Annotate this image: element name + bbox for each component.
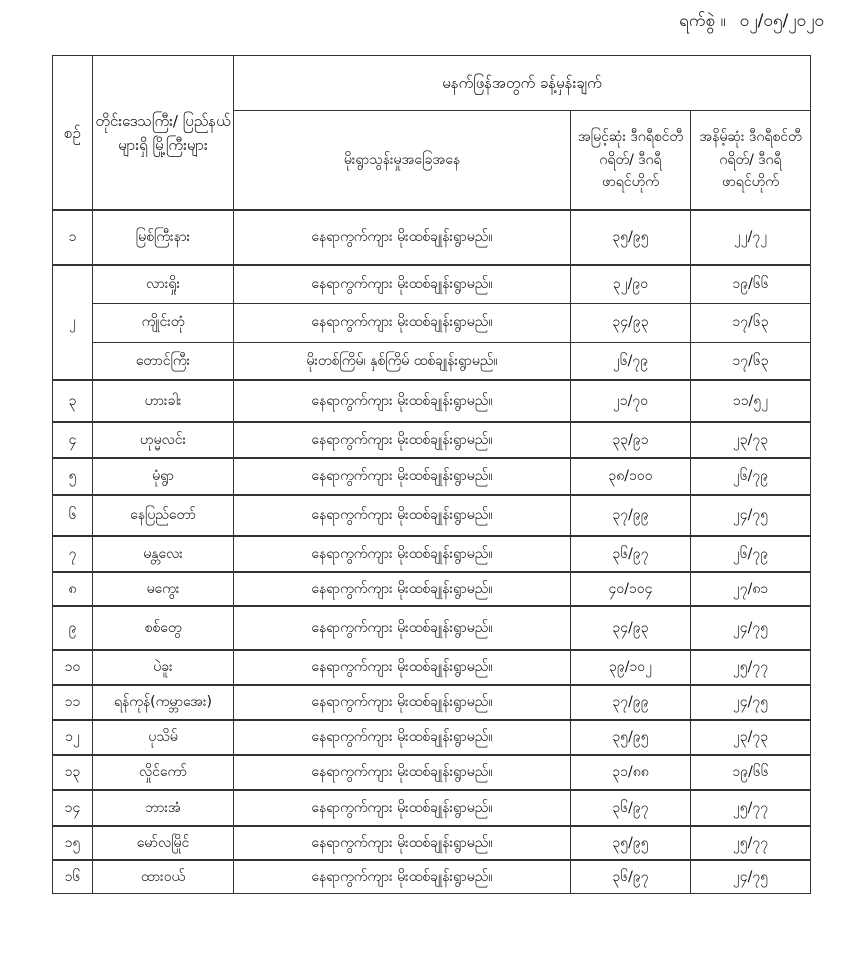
table-row	[53, 720, 811, 755]
table-row	[53, 422, 811, 458]
cell-condition: နေရာကွက်ကျား မိုးထစ်ချုန်းရွာမည်။	[234, 265, 571, 303]
cell-condition: နေရာကွက်ကျား မိုးထစ်ချုန်းရွာမည်။	[234, 210, 571, 265]
cell-max: ၃၂/၉၀	[571, 265, 691, 303]
cell-no: ၆	[53, 495, 93, 536]
cell-condition: နေရာကွက်ကျား မိုးထစ်ချုန်းရွာမည်။	[234, 495, 571, 536]
cell-condition: မိုးတစ်ကြိမ်၊ နှစ်ကြိမ် ထစ်ချုန်းရွာမည်။	[234, 342, 571, 380]
cell-min: ၂၃/၇၃	[691, 720, 811, 755]
table-row	[53, 755, 811, 790]
cell-condition: နေရာကွက်ကျား မိုးထစ်ချုန်းရွာမည်။	[234, 303, 571, 342]
cell-max: ၂၆/၇၉	[571, 342, 691, 380]
cell-city: မော်လမြိုင်	[93, 826, 234, 860]
cell-city: လှိုင်ကော်	[93, 755, 234, 790]
cell-min: ၂၂/၇၂	[691, 210, 811, 265]
cell-max: ၃၆/၉၇	[571, 536, 691, 572]
cell-city: နေပြည်တော်	[93, 495, 234, 536]
cell-max: ၃၃/၉၁	[571, 422, 691, 458]
cell-no: ၁၃	[53, 755, 93, 790]
cell-max: ၃၅/၉၅	[571, 720, 691, 755]
forecast-table	[52, 55, 811, 894]
cell-min: ၂၃/၇၃	[691, 422, 811, 458]
cell-city: မြစ်ကြီးနား	[93, 210, 234, 265]
cell-min: ၂၅/၇၇	[691, 790, 811, 826]
cell-min: ၂၅/၇၇	[691, 650, 811, 685]
cell-max: ၄၀/၁၀၄	[571, 572, 691, 606]
cell-no: ၂	[53, 265, 93, 380]
cell-max: ၃၈/၁၀၀	[571, 458, 691, 495]
table-row	[53, 685, 811, 720]
table-row	[53, 380, 811, 422]
header-condition: မိုးရွာသွန်းမှုအခြေအနေ	[234, 111, 571, 211]
cell-min: ၂၆/၇၉	[691, 458, 811, 495]
cell-no: ၈	[53, 572, 93, 606]
table-row	[53, 342, 811, 380]
date-label: ရက်စွဲ ။	[679, 11, 726, 31]
cell-min: ၂၅/၇၇	[691, 826, 811, 860]
table-row	[53, 458, 811, 495]
table-row	[53, 606, 811, 650]
cell-city: ဟုမ္မလင်း	[93, 422, 234, 458]
header-no: စဉ်	[53, 56, 93, 211]
cell-condition: နေရာကွက်ကျား မိုးထစ်ချုန်းရွာမည်။	[234, 458, 571, 495]
table-row	[53, 495, 811, 536]
table-row	[53, 210, 811, 265]
table-row	[53, 860, 811, 893]
cell-condition: နေရာကွက်ကျား မိုးထစ်ချုန်းရွာမည်။	[234, 422, 571, 458]
cell-no: ၁၄	[53, 790, 93, 826]
table-row	[53, 303, 811, 342]
cell-no: ၁၅	[53, 826, 93, 860]
cell-city: မန္တလေး	[93, 536, 234, 572]
header-max: အမြင့်ဆုံး ဒီဂရီစင်တီဂရိတ်/ ဒီဂရီဖာရင်ဟိုက်	[571, 111, 691, 211]
cell-no: ၄	[53, 422, 93, 458]
cell-condition: နေရာကွက်ကျား မိုးထစ်ချုန်းရွာမည်။	[234, 826, 571, 860]
table-row	[53, 572, 811, 606]
cell-city: ရန်ကုန်(ကမ္ဘာအေး)	[93, 685, 234, 720]
cell-city: လားရှိုး	[93, 265, 234, 303]
cell-max: ၂၁/၇၀	[571, 380, 691, 422]
header-forecast: မနက်ဖြန်အတွက် ခန့်မှန်းချက်	[234, 56, 811, 111]
cell-condition: နေရာကွက်ကျား မိုးထစ်ချုန်းရွာမည်။	[234, 606, 571, 650]
cell-min: ၂၆/၇၉	[691, 536, 811, 572]
cell-min: ၂၄/၇၅	[691, 606, 811, 650]
cell-no: ၅	[53, 458, 93, 495]
cell-min: ၂၄/၇၅	[691, 860, 811, 893]
cell-max: ၃၆/၉၇	[571, 790, 691, 826]
cell-condition: နေရာကွက်ကျား မိုးထစ်ချုန်းရွာမည်။	[234, 380, 571, 422]
cell-min: ၂၇/၈၁	[691, 572, 811, 606]
cell-condition: နေရာကွက်ကျား မိုးထစ်ချုန်းရွာမည်။	[234, 536, 571, 572]
cell-city: စစ်တွေ	[93, 606, 234, 650]
cell-city: မကွေး	[93, 572, 234, 606]
cell-no: ၁၀	[53, 650, 93, 685]
cell-no: ၃	[53, 380, 93, 422]
cell-max: ၃၄/၉၃	[571, 606, 691, 650]
cell-city: ထားဝယ်	[93, 860, 234, 893]
cell-city: မုံရွာ	[93, 458, 234, 495]
cell-min: ၁၇/၆၃	[691, 342, 811, 380]
cell-no: ၁၁	[53, 685, 93, 720]
table-row	[53, 265, 811, 303]
cell-max: ၃၄/၉၃	[571, 303, 691, 342]
cell-condition: နေရာကွက်ကျား မိုးထစ်ချုန်းရွာမည်။	[234, 572, 571, 606]
date-line	[665, 10, 824, 35]
cell-max: ၃၇/၉၉	[571, 495, 691, 536]
cell-min: ၂၄/၇၅	[691, 495, 811, 536]
cell-condition: နေရာကွက်ကျား မိုးထစ်ချုန်းရွာမည်။	[234, 860, 571, 893]
date-value: ၀၂/၀၅/၂၀၂၀	[739, 11, 824, 31]
table-row	[53, 790, 811, 826]
cell-city: ကျိုင်းတုံ	[93, 303, 234, 342]
header-min: အနိမ့်ဆုံး ဒီဂရီစင်တီဂရိတ်/ ဒီဂရီဖာရင်ဟိုက်	[691, 111, 811, 211]
cell-max: ၃၅/၉၅	[571, 210, 691, 265]
cell-condition: နေရာကွက်ကျား မိုးထစ်ချုန်းရွာမည်။	[234, 685, 571, 720]
cell-no: ၁	[53, 210, 93, 265]
table-row	[53, 826, 811, 860]
cell-max: ၃၅/၉၅	[571, 826, 691, 860]
cell-city: ဘားအံ	[93, 790, 234, 826]
cell-min: ၁၉/၆၆	[691, 265, 811, 303]
cell-max: ၃၇/၉၉	[571, 685, 691, 720]
cell-no: ၁၂	[53, 720, 93, 755]
cell-condition: နေရာကွက်ကျား မိုးထစ်ချုန်းရွာမည်။	[234, 790, 571, 826]
cell-max: ၃၆/၉၇	[571, 860, 691, 893]
cell-no: ၁၆	[53, 860, 93, 893]
cell-city: ပဲခူး	[93, 650, 234, 685]
cell-max: ၃၉/၁၀၂	[571, 650, 691, 685]
cell-city: တောင်ကြီး	[93, 342, 234, 380]
cell-condition: နေရာကွက်ကျား မိုးထစ်ချုန်းရွာမည်။	[234, 720, 571, 755]
cell-min: ၂၄/၇၅	[691, 685, 811, 720]
cell-min: ၁၉/၆၆	[691, 755, 811, 790]
cell-city: ပုသိမ်	[93, 720, 234, 755]
cell-max: ၃၁/၈၈	[571, 755, 691, 790]
header-city: တိုင်းဒေသကြီး/ ပြည်နယ်များရှိ မြို့ကြီးများ	[93, 56, 234, 211]
cell-min: ၁၇/၆၃	[691, 303, 811, 342]
cell-condition: နေရာကွက်ကျား မိုးထစ်ချုန်းရွာမည်။	[234, 650, 571, 685]
table-row	[53, 536, 811, 572]
cell-no: ၇	[53, 536, 93, 572]
cell-condition: နေရာကွက်ကျား မိုးထစ်ချုန်းရွာမည်။	[234, 755, 571, 790]
cell-city: ဟားခါး	[93, 380, 234, 422]
cell-no: ၉	[53, 606, 93, 650]
table-row	[53, 650, 811, 685]
cell-min: ၁၁/၅၂	[691, 380, 811, 422]
